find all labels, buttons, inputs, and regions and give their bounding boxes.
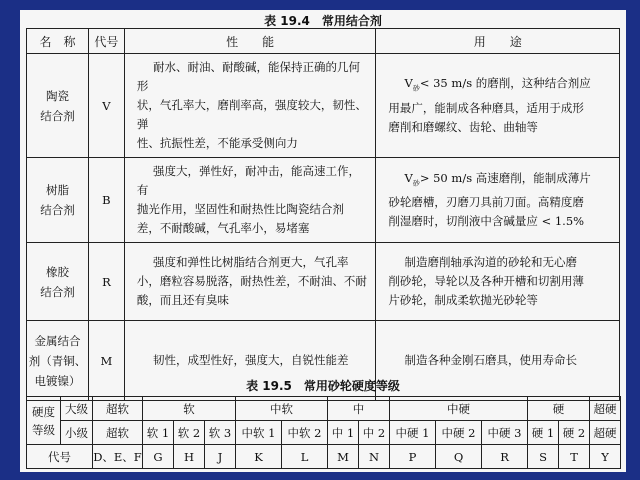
- hardness-code-cell: K: [236, 445, 282, 469]
- binder-name-cell: [27, 243, 89, 321]
- table1-title: 表 19.4 常用结合剂: [264, 14, 382, 28]
- hardness-major-cell: 硬: [528, 397, 590, 421]
- hardness-major-cell: 中: [328, 397, 390, 421]
- binder-row: [27, 243, 620, 321]
- hardness-minor-cell: 超软: [93, 421, 143, 445]
- hardness-code-cell: M: [328, 445, 359, 469]
- hardness-minor-cell: 软 1: [143, 421, 174, 445]
- usage-text: < 35 m/s 的磨削，这种结合剂应: [419, 76, 591, 91]
- binder-code-cell: V: [88, 54, 124, 158]
- binder-name-line: 金属结合: [34, 333, 81, 348]
- property-line: 差，不耐酸碱，气孔率小，易堵塞: [136, 221, 310, 235]
- usage-text: V: [404, 170, 413, 185]
- binder-property-cell: [124, 158, 376, 243]
- binder-property-cell: [124, 54, 376, 158]
- hardness-code-row: [27, 445, 621, 469]
- hardness-major-cell: 超硬: [590, 397, 621, 421]
- usage-line: [388, 118, 611, 137]
- usage-text: 削砂轮，导轮以及各种开槽和切割用薄: [388, 274, 584, 288]
- usage-text: 削湿磨时，切削液中含碱量应 < 1.5%: [388, 214, 585, 229]
- usage-subscript: 砂: [412, 179, 420, 188]
- binder-name-line: 树脂: [45, 183, 69, 197]
- hardness-minor-cell: 中硬 3: [482, 421, 528, 445]
- binder-usage-cell: [376, 158, 620, 243]
- hardness-minor-cell: 中软 2: [282, 421, 328, 445]
- hardness-minor-cell: 中 1: [328, 421, 359, 445]
- usage-text: > 50 m/s 高速磨削，能制成薄片: [419, 170, 591, 185]
- hardness-minor-cell: 软 3: [205, 421, 236, 445]
- header-property: 性 能: [124, 29, 376, 54]
- hardness-minor-cell: 中 2: [359, 421, 390, 445]
- usage-line: [388, 253, 611, 272]
- hardness-code-cell: D、E、F: [93, 445, 143, 469]
- hardness-code-cell: Y: [590, 445, 621, 469]
- property-line: 韧性，成型性好，强度大，自锐性能差: [152, 353, 349, 367]
- hardness-code-cell: N: [359, 445, 390, 469]
- hardness-minor-cell: 中硬 1: [390, 421, 436, 445]
- property-line: 强度和弹性比树脂结合剂更大，气孔率: [152, 255, 349, 269]
- hardness-code-cell: G: [143, 445, 174, 469]
- header-code: 代号: [88, 29, 124, 54]
- binder-code-cell: R: [88, 243, 124, 321]
- code-label: 代号: [27, 445, 93, 469]
- hardness-major-row: [27, 397, 621, 421]
- hardness-label: 硬度: [32, 404, 55, 419]
- hardness-grade-label: [27, 397, 61, 445]
- hardness-minor-cell: 中软 1: [236, 421, 282, 445]
- major-label: 大级: [61, 397, 93, 421]
- binder-usage-cell: [376, 54, 620, 158]
- hardness-code-cell: Q: [436, 445, 482, 469]
- hardness-code-cell: S: [528, 445, 559, 469]
- binder-property-cell: [124, 243, 376, 321]
- binder-name-line: 剂（青铜、: [28, 353, 87, 368]
- usage-text: 磨削和磨螺纹、齿轮、曲轴等: [388, 119, 538, 134]
- hardness-code-cell: R: [482, 445, 528, 469]
- hardness-minor-row: [27, 421, 621, 445]
- property-line: 性、抗振性差，不能承受侧向力: [136, 136, 298, 150]
- hardness-code-cell: T: [559, 445, 590, 469]
- usage-text: 制造各种金刚石磨具，使用寿命长: [404, 353, 578, 367]
- header-name: 名 称: [27, 29, 89, 54]
- property-line: 耐水、耐油、耐酸碱，能保持正确的几何形: [136, 60, 360, 93]
- hardness-table: [26, 396, 621, 469]
- usage-line: [388, 99, 611, 118]
- binder-row: [27, 54, 620, 158]
- usage-line: [388, 272, 611, 291]
- hardness-minor-cell: 中硬 2: [436, 421, 482, 445]
- property-line: 抛光作用，坚固性和耐热性比陶瓷结合剂: [136, 202, 344, 216]
- binder-code-cell: B: [88, 158, 124, 243]
- usage-line: [388, 212, 611, 231]
- binder-name-line: 结合剂: [40, 284, 75, 299]
- hardness-minor-cell: 硬 1: [528, 421, 559, 445]
- property-line: 强度大，弹性好，耐冲击，能高速工作，有: [136, 164, 360, 197]
- hardness-major-cell: 软: [143, 397, 236, 421]
- hardness-code-cell: H: [174, 445, 205, 469]
- binder-name-line: 电镀镍）: [34, 373, 81, 388]
- usage-text: 制造磨削轴承沟道的砂轮和无心磨: [404, 255, 578, 269]
- binder-table: [26, 28, 620, 401]
- grade-label: 等级: [32, 422, 55, 437]
- hardness-minor-cell: 超硬: [590, 421, 621, 445]
- usage-text: V: [404, 76, 413, 91]
- header-usage: 用 途: [376, 29, 620, 54]
- table2-title: 表 19.5 常用砂轮硬度等级: [246, 379, 400, 393]
- usage-subscript: 砂: [412, 84, 420, 93]
- binder-code-cell: M: [88, 321, 124, 401]
- binder-name-cell: [27, 54, 89, 158]
- hardness-code-cell: L: [282, 445, 328, 469]
- usage-text: 片砂轮，制成柔软抛光砂轮等: [388, 293, 538, 307]
- binder-name-cell: [27, 158, 89, 243]
- binder-usage-cell: [376, 243, 620, 321]
- binder-name-line: 结合剂: [40, 108, 75, 123]
- property-line: 状，气孔率大，磨削率高，强度较大，韧性、弹: [136, 98, 367, 131]
- minor-label: 小级: [61, 421, 93, 445]
- document-sheet: [20, 10, 626, 472]
- property-line: 小，磨粒容易脱落，耐热性差，不耐油、不耐: [136, 274, 367, 288]
- property-line: 酸，而且还有臭味: [136, 293, 229, 307]
- binder-row: [27, 158, 620, 243]
- hardness-major-cell: 超软: [93, 397, 143, 421]
- binder-name-line: 陶瓷: [45, 88, 69, 103]
- hardness-code-cell: P: [390, 445, 436, 469]
- usage-line: [388, 169, 611, 193]
- usage-line: [388, 351, 611, 370]
- binder-name-line: 结合剂: [40, 203, 75, 217]
- hardness-minor-cell: 硬 2: [559, 421, 590, 445]
- hardness-major-cell: 中硬: [390, 397, 528, 421]
- binder-name-line: 橡胶: [45, 264, 69, 279]
- usage-line: [388, 291, 611, 310]
- hardness-code-cell: J: [205, 445, 236, 469]
- hardness-minor-cell: 软 2: [174, 421, 205, 445]
- usage-text: 用最广，能制成各种磨具，适用于成形: [388, 100, 584, 115]
- usage-line: [388, 193, 611, 212]
- usage-text: 砂轮磨槽，刃磨刀具前刀面。高精度磨: [388, 195, 584, 210]
- hardness-major-cell: 中软: [236, 397, 328, 421]
- usage-line: [388, 74, 611, 98]
- binder-table-header-row: [27, 29, 620, 54]
